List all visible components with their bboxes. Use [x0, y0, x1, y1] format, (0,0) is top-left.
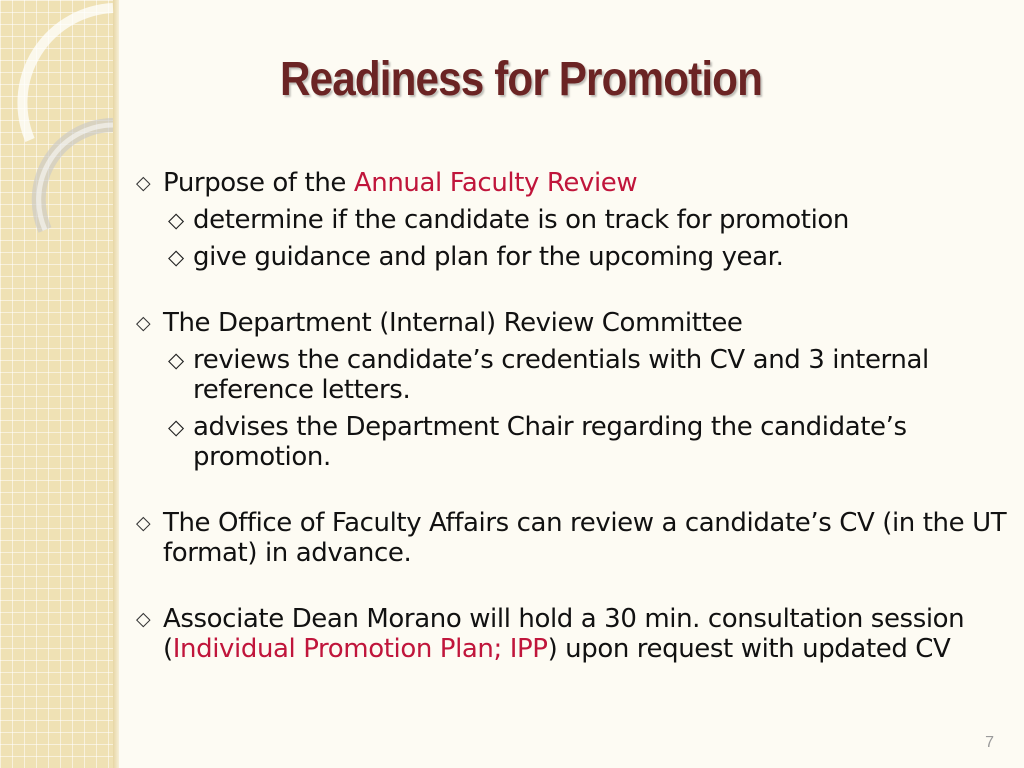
bullet-text-tail: ) upon request with updated CV	[547, 634, 951, 664]
sub-bullet-text: advises the Department Chair regarding the candidate’s promotion.	[193, 412, 907, 472]
diamond-outline-icon: ◇	[136, 608, 151, 630]
slide-content	[130, 168, 1010, 664]
sub-bullet-item	[163, 242, 1010, 272]
bullet-item	[130, 604, 1010, 664]
bullet-text: Associate Dean Morano will hold a 30 min. consultation session (	[163, 604, 965, 664]
sub-bullet-item	[163, 345, 1010, 405]
highlight-text: Annual Faculty Review	[353, 168, 638, 198]
diamond-outline-icon: ◇	[136, 512, 151, 534]
bullet-text: The Office of Faculty Affairs can review a candidate’s CV (in the UT format) in advance.	[163, 508, 1007, 568]
diamond-outline-icon: ◇	[168, 415, 184, 439]
highlight-text: Individual Promotion Plan; IPP	[172, 634, 548, 664]
bullet-item	[130, 508, 1010, 568]
page-number: 7	[985, 734, 994, 751]
bullet-text: The Department (Internal) Review Committee	[163, 308, 743, 338]
diamond-outline-icon: ◇	[168, 245, 184, 269]
page-title: Readiness for Promotion	[280, 53, 763, 106]
sub-bullet-text: give guidance and plan for the upcoming year.	[193, 242, 784, 272]
diamond-outline-icon: ◇	[136, 312, 151, 334]
diamond-outline-icon: ◇	[168, 208, 184, 232]
sub-bullet-item	[163, 205, 1010, 235]
bullet-text: Purpose of the	[163, 168, 354, 198]
sub-bullet-text: reviews the candidate’s credentials with CV and 3 internal reference letters.	[193, 345, 929, 405]
diamond-outline-icon: ◇	[168, 348, 184, 372]
sub-bullet-item	[163, 412, 1010, 472]
bullet-item	[130, 308, 1010, 472]
diamond-outline-icon: ◇	[136, 172, 151, 194]
sub-bullet-text: determine if the candidate is on track for promotion	[193, 205, 850, 235]
bullet-item	[130, 168, 1010, 272]
